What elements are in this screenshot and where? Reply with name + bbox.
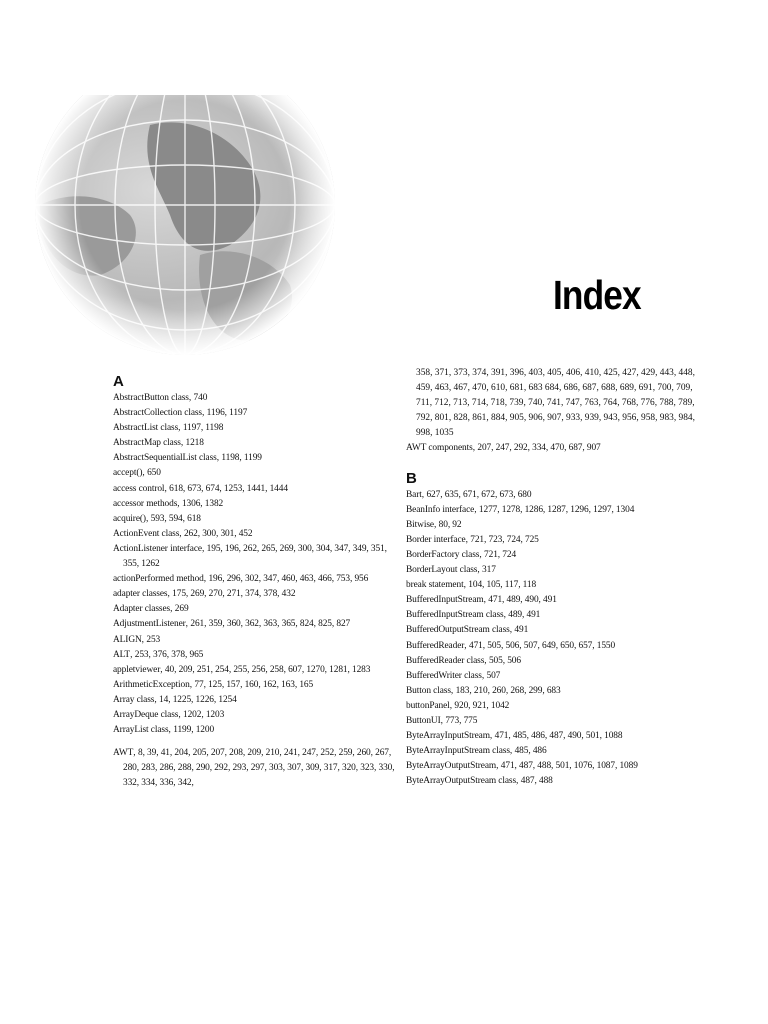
index-entry: ByteArrayOutputStream, 471, 487, 488, 501, 1076, 1087, 1089 (406, 761, 638, 772)
index-entry: Array class, 14, 1225, 1226, 1254 (113, 694, 237, 705)
index-list-b (406, 488, 696, 790)
index-entry: ArithmeticException, 77, 125, 157, 160, 162, 163, 165 (113, 679, 314, 690)
index-entry: break statement, 104, 105, 117, 118 (406, 580, 537, 591)
index-entry: ActionListener interface, 195, 196, 262, 265, 269, 300, 304, 347, 349, 351, 355, 1262 (113, 543, 387, 570)
index-entry: AbstractSequentialList class, 1198, 1199 (113, 453, 262, 464)
index-entry-awt: AWT, 8, 39, 41, 204, 205, 207, 208, 209, 210, 241, 247, 252, 259, 260, 267, 280, 283, 286, 288, 290, 292, 293, 297, 303, 307, 309, 317, 320, 323, 330, 332, 334, 336, 342, (113, 748, 395, 789)
index-entry: BorderLayout class, 317 (406, 565, 496, 576)
index-entry: ArrayDeque class, 1202, 1203 (113, 709, 225, 720)
index-entry: AbstractButton class, 740 (113, 393, 208, 403)
index-entry: AbstractMap class, 1218 (113, 438, 204, 449)
index-entry: ALIGN, 253 (113, 634, 161, 645)
index-entry: BorderFactory class, 721, 724 (406, 549, 517, 560)
index-list-a (113, 391, 403, 738)
page-title: Index (553, 272, 641, 318)
index-entry: BufferedReader, 471, 505, 506, 507, 649, 650, 657, 1550 (406, 640, 616, 651)
index-entry: ArrayList class, 1199, 1200 (113, 725, 215, 736)
index-entry: acquire(), 593, 594, 618 (113, 513, 201, 524)
index-entry: ByteArrayInputStream class, 485, 486 (406, 746, 547, 757)
index-entry: ALT, 253, 376, 378, 965 (113, 649, 204, 660)
index-entry: AbstractCollection class, 1196, 1197 (113, 408, 248, 419)
index-entry: BufferedInputStream, 471, 489, 490, 491 (406, 595, 557, 606)
index-entry: Button class, 183, 210, 260, 268, 299, 683 (406, 685, 561, 696)
index-entry: access control, 618, 673, 674, 1253, 1441, 1444 (113, 483, 288, 494)
index-entry: BufferedReader class, 505, 506 (406, 655, 521, 666)
index-entry: ByteArrayOutputStream class, 487, 488 (406, 776, 553, 787)
index-entry: AbstractList class, 1197, 1198 (113, 423, 224, 434)
index-column-right (406, 366, 696, 789)
index-entry: ButtonUI, 773, 775 (406, 715, 478, 726)
index-entry: actionPerformed method, 196, 296, 302, 347, 460, 463, 466, 753, 956 (113, 574, 369, 585)
index-entry: appletviewer, 40, 209, 251, 254, 255, 256, 258, 607, 1270, 1281, 1283 (113, 664, 371, 675)
index-entry: Border interface, 721, 723, 724, 725 (406, 534, 539, 545)
index-entry: AdjustmentListener, 261, 359, 360, 362, 363, 365, 824, 825, 827 (113, 619, 351, 630)
section-letter-a: A (113, 373, 124, 390)
index-entry: BufferedWriter class, 507 (406, 670, 501, 681)
index-entry: adapter classes, 175, 269, 270, 271, 374, 378, 432 (113, 589, 296, 600)
index-entry: accessor methods, 1306, 1382 (113, 498, 224, 509)
index-entry: ByteArrayInputStream, 471, 485, 486, 487, 490, 501, 1088 (406, 731, 623, 742)
index-entry: Bitwise, 80, 92 (406, 519, 462, 530)
section-letter-b: B (406, 469, 417, 487)
index-entry-awt-components: AWT components, 207, 247, 292, 334, 470, 687, 907 (406, 443, 601, 454)
globe-illustration (0, 95, 340, 365)
index-entry: ActionEvent class, 262, 300, 301, 452 (113, 528, 253, 539)
index-entry: accept(), 650 (113, 468, 161, 479)
index-entry: BeanInfo interface, 1277, 1278, 1286, 1287, 1296, 1297, 1304 (406, 504, 635, 515)
index-entry: BufferedOutputStream class, 491 (406, 625, 529, 636)
index-column-left (113, 374, 403, 791)
index-entry: Bart, 627, 635, 671, 672, 673, 680 (406, 489, 532, 500)
index-entry: BufferedInputStream class, 489, 491 (406, 610, 541, 621)
index-entry-awt-continued: 358, 371, 373, 374, 391, 396, 403, 405, 406, 410, 425, 427, 429, 443, 448, 459, 463, 467, 470, 610, 681, 683 684, 686, 687, 688, 689, 691, 700, 709, 711, 712, 713, 714, 718, 739, 740, 741, 747, 763, 764, 768, 776, 788, 789, 792, 801, 828, 861, 884, 905, 906, 907, 933, 939, 943, 956, 958, 983, 984, 998, 1035 (416, 368, 695, 439)
index-entry: Adapter classes, 269 (113, 604, 189, 615)
index-entry: buttonPanel, 920, 921, 1042 (406, 700, 510, 711)
